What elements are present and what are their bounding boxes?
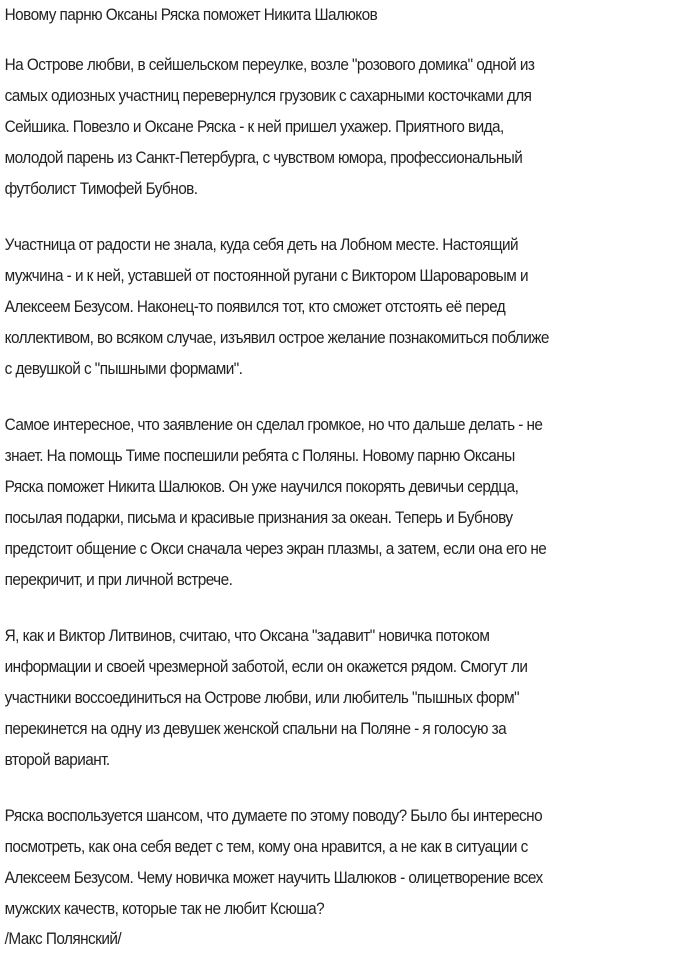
text-line: Самое интересное, что заявление он сделал громкое, но что дальше делать - не (4, 416, 543, 434)
spacer (5, 385, 689, 410)
text-line: участники воссоединиться на Острове любви, или любитель "пышных форм" (4, 689, 520, 707)
text-line: мужских качеств, которые так не любит Ксюша? (4, 900, 325, 918)
author-signature: /Макс Полянский/ (4, 930, 122, 948)
spacer (5, 28, 689, 50)
spacer (5, 205, 689, 230)
text-line: перекинется на одну из девушек женской спальни на Поляне - я голосую за (4, 720, 507, 738)
spacer (5, 776, 689, 801)
article-title: Новому парню Оксаны Ряска поможет Никита Шалюков (4, 6, 378, 24)
paragraph-1 (5, 50, 689, 205)
text-line: знает. На помощь Тиме поспешили ребята с Поляны. Новому парню Оксаны (4, 447, 515, 465)
text-line: информации и своей чрезмерной заботой, если он окажется рядом. Смогут ли (4, 658, 528, 676)
text-line: Ряска воспользуется шансом, что думаете по этому поводу? Было бы интересно (4, 807, 543, 825)
text-line: коллективом, во всяком случае, изъявил острое желание познакомиться поближе (4, 329, 549, 347)
text-line: мужчина - и к ней, уставшей от постоянной ругани с Виктором Шароваровым и (4, 267, 528, 285)
text-line: футболист Тимофей Бубнов. (4, 180, 198, 198)
paragraph-2 (5, 230, 689, 385)
paragraph-3 (5, 410, 689, 596)
text-line: Сейшика. Повезло и Оксане Ряска - к ней пришел ухажер. Приятного вида, (4, 118, 504, 136)
text-line: с девушкой с "пышными формами". (4, 360, 243, 378)
paragraph-4 (5, 621, 689, 776)
text-line: Алексеем Безусом. Чему новичка может научить Шалюков - олицетворение всех (4, 869, 543, 887)
text-line: молодой парень из Санкт-Петербурга, с чувством юмора, профессиональный (4, 149, 523, 167)
text-line: посылая подарки, письма и красивые признания за океан. Теперь и Бубнову (4, 509, 513, 527)
text-line: самых одиозных участниц перевернулся грузовик с сахарными косточками для (4, 87, 532, 105)
text-line: предстоит общение с Окси сначала через экран плазмы, а затем, если она его не (4, 540, 547, 558)
text-line: Алексеем Безусом. Наконец-то появился тот, кто сможет отстоять её перед (4, 298, 506, 316)
text-line: перекричит, и при личной встрече. (4, 571, 233, 589)
text-line: второй вариант. (4, 751, 110, 769)
spacer (5, 596, 689, 621)
paragraph-5 (5, 801, 689, 925)
text-line: На Острове любви, в сейшельском переулке, возле "розового домика" одной из (4, 56, 535, 74)
text-line: Участница от радости не знала, куда себя деть на Лобном месте. Настоящий (4, 236, 519, 254)
text-line: Я, как и Виктор Литвинов, считаю, что Оксана "задавит" новичка потоком (4, 627, 490, 645)
text-line: Ряска поможет Никита Шалюков. Он уже научился покорять девичьи сердца, (4, 478, 519, 496)
text-line: посмотреть, как она себя ведет с тем, кому она нравится, а не как в ситуации с (4, 838, 528, 856)
